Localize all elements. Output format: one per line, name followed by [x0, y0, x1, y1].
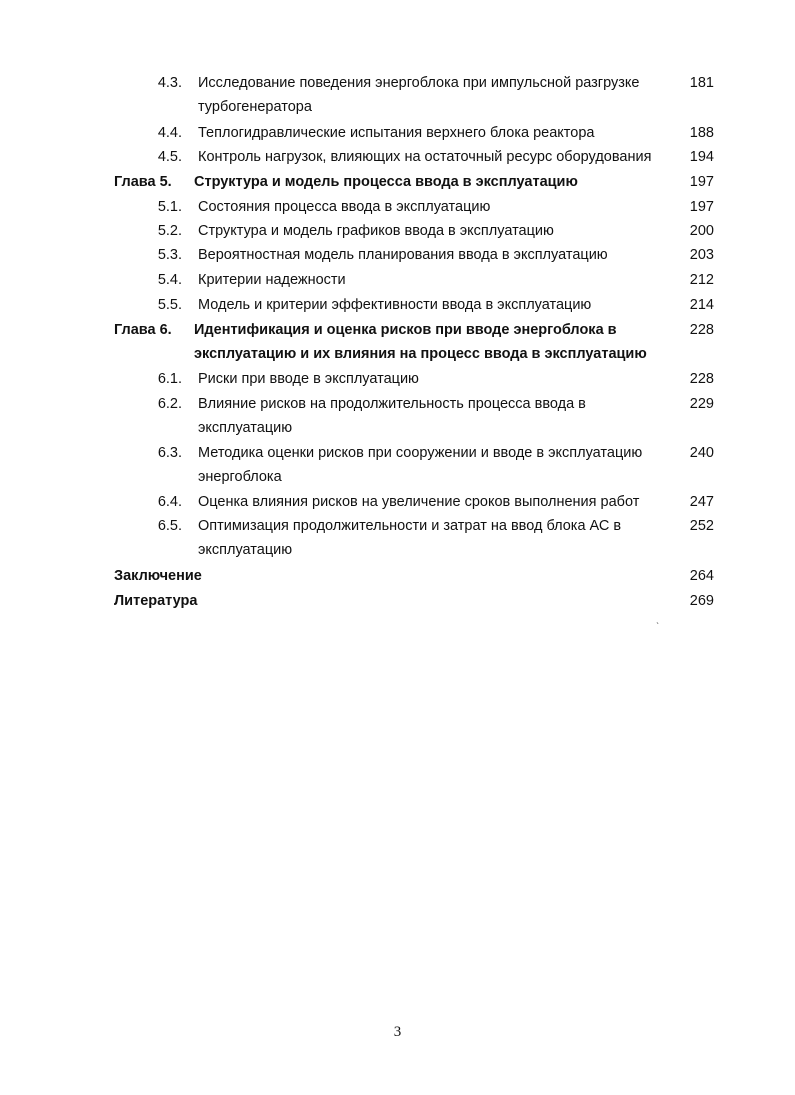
- section-title: Заключение: [114, 568, 202, 584]
- toc-number: 6.1.: [157, 371, 182, 387]
- toc-title: Контроль нагрузок, влияющих на остаточный ресурс оборудования: [198, 149, 652, 165]
- chapter-title: Структура и модель процесса ввода в эксплуатацию: [194, 174, 578, 190]
- toc-page: 188: [689, 125, 714, 141]
- toc-page: 228: [689, 371, 714, 387]
- toc-title: Влияние рисков на продолжительность процесса ввода в эксплуатацию: [198, 396, 586, 436]
- toc-page: 194: [689, 149, 714, 165]
- toc-page: 240: [689, 445, 714, 461]
- toc-title: Методика оценки рисков при сооружении и вводе в эксплуатацию энергоблока: [198, 445, 643, 485]
- toc-title: Структура и модель графиков ввода в эксплуатацию: [198, 223, 554, 239]
- toc-title: Оценка влияния рисков на увеличение сроков выполнения работ: [198, 494, 640, 510]
- toc-number: 5.2.: [157, 223, 182, 239]
- toc-page: 269: [689, 593, 714, 609]
- toc-page: 264: [689, 568, 714, 584]
- toc-page: 197: [689, 199, 714, 215]
- toc-page: 228: [689, 322, 714, 338]
- toc-number: 6.5.: [157, 518, 182, 534]
- toc-page: 252: [689, 518, 714, 534]
- chapter-number: Глава 6.: [114, 322, 172, 338]
- toc-number: 5.3.: [157, 247, 182, 263]
- toc-number: 4.5.: [157, 149, 182, 165]
- toc-number: 6.3.: [157, 445, 182, 461]
- toc-title: Вероятностная модель планирования ввода в эксплуатацию: [198, 247, 608, 263]
- page-number: 3: [393, 1024, 402, 1040]
- scan-speck: ˋ: [656, 622, 660, 633]
- section-title: Литература: [114, 593, 198, 609]
- toc-title: Исследование поведения энергоблока при импульсной разгрузке турбогенератора: [198, 75, 640, 115]
- toc-page: 200: [689, 223, 714, 239]
- toc-page: 214: [689, 297, 714, 313]
- toc-number: 6.4.: [157, 494, 182, 510]
- chapter-title: Идентификация и оценка рисков при вводе энергоблока в эксплуатацию и их влияния на процесс ввода в эксплуатацию: [194, 322, 647, 362]
- toc-page: 203: [689, 247, 714, 263]
- toc-number: 5.4.: [157, 272, 182, 288]
- toc-title: Состояния процесса ввода в эксплуатацию: [198, 199, 491, 215]
- toc-number: 5.1.: [157, 199, 182, 215]
- toc-number: 6.2.: [157, 396, 182, 412]
- toc-page: 212: [689, 272, 714, 288]
- toc-title: Теплогидравлические испытания верхнего блока реактора: [198, 125, 595, 141]
- toc-page: 197: [689, 174, 714, 190]
- toc-title: Модель и критерии эффективности ввода в эксплуатацию: [198, 297, 592, 313]
- toc-number: 4.4.: [157, 125, 182, 141]
- toc-title: Риски при вводе в эксплуатацию: [198, 371, 419, 387]
- toc-page: 181: [689, 75, 714, 91]
- toc-page: 229: [689, 396, 714, 412]
- toc-title: Критерии надежности: [198, 272, 346, 288]
- toc-page: 247: [689, 494, 714, 510]
- toc-number: 5.5.: [157, 297, 182, 313]
- toc-number: 4.3.: [157, 75, 182, 91]
- toc-title: Оптимизация продолжительности и затрат на ввод блока АС в эксплуатацию: [198, 518, 622, 558]
- chapter-number: Глава 5.: [114, 174, 172, 190]
